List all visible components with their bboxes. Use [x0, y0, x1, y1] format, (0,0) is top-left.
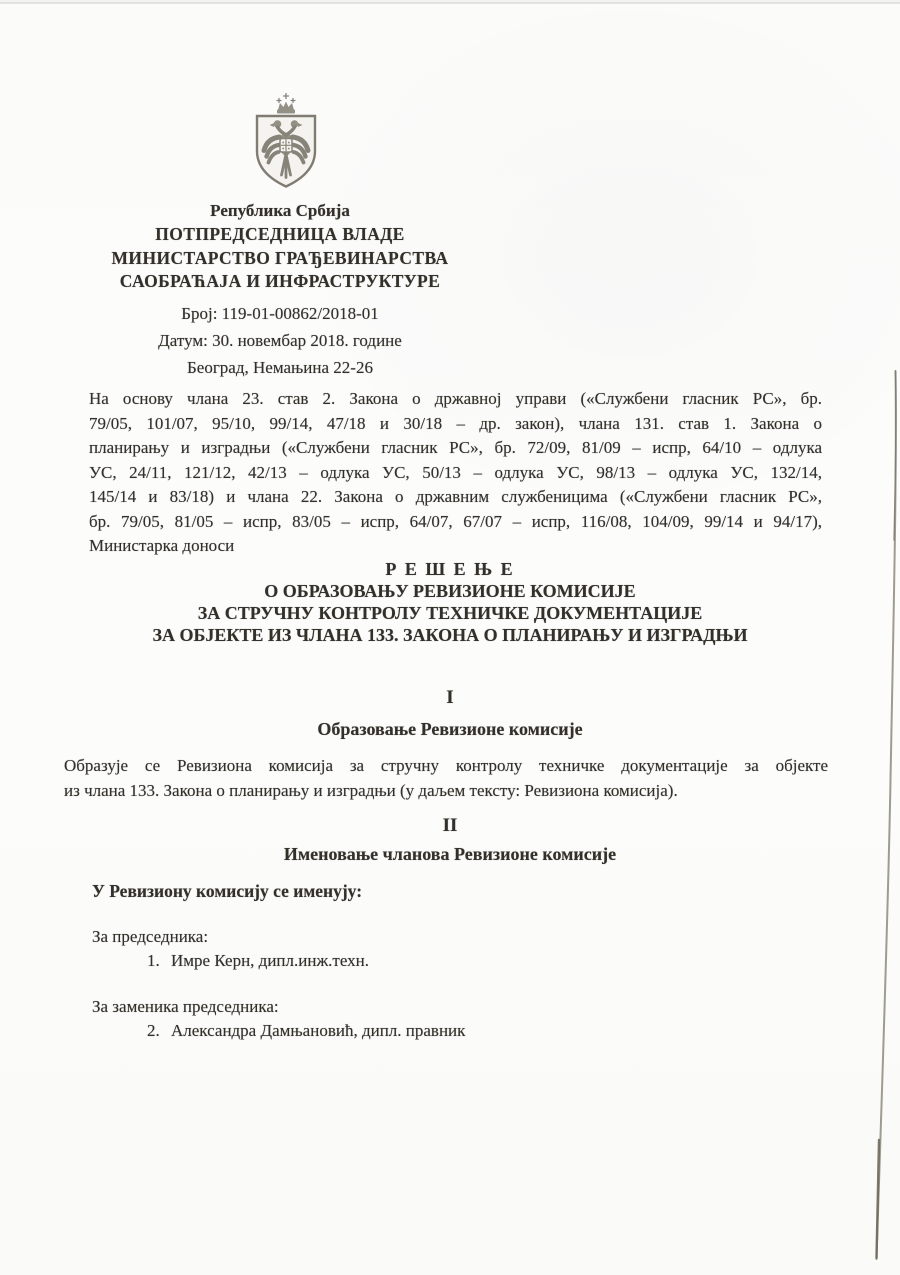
- document-date: Датум: 30. новембар 2018. године: [158, 330, 402, 350]
- section-one-line: Образује се Ревизиона комисија за стручну контролу техничке документације за објекте: [64, 756, 828, 775]
- decision-title-word: Р Е Ш Е Њ Е: [385, 559, 515, 579]
- decision-title-line: О ОБРАЗОВАЊУ РЕВИЗИОНЕ КОМИСИЈЕ: [264, 581, 636, 601]
- section-one-line: из члана 133. Закона о планирању и изградњи (у даљем тексту: Ревизиона комисија).: [64, 780, 678, 800]
- country-name: Република Србија: [210, 201, 350, 220]
- appointment-name: Имре Керн, дипл.инж.техн.: [171, 951, 370, 970]
- section-two-numeral: II: [442, 815, 458, 836]
- appointment-name: Александра Дамњановић, дипл. правник: [171, 1021, 466, 1040]
- ministry-name-line2: САОБРАЋАЈА И ИНФРАСТРУКТУРЕ: [119, 271, 441, 291]
- legal-preamble: [89, 387, 822, 559]
- office-name: ПОТПРЕДСЕДНИЦА ВЛАДЕ: [155, 224, 405, 244]
- preamble-line: 79/05, 101/07, 95/10, 99/14, 47/18 и 30/18 – др. закон), члана 131. став 1. Закона о: [89, 413, 822, 433]
- appointment-item: [147, 1021, 465, 1041]
- preamble-line: На основу члана 23. став 2. Закона о државној управи («Службени гласник РС», бр.: [89, 389, 822, 408]
- ministry-name-line1: МИНИСТАРСТВО ГРАЂЕВИНАРСТВА: [111, 247, 449, 268]
- appointment-number: 2.: [147, 1021, 160, 1040]
- document-number: Број: 119-01-00862/2018-01: [181, 303, 379, 323]
- decision-title-line: ЗА ОБЈЕКТЕ ИЗ ЧЛАНА 133. ЗАКОНА О ПЛАНИРАЊУ И ИЗГРАДЊИ: [152, 625, 748, 645]
- appointments-intro: У Ревизиону комисију се именују:: [92, 881, 363, 901]
- decision-title: [0, 558, 900, 646]
- section-one-heading: Образовање Ревизионе комисије: [317, 719, 583, 739]
- appointment-role: За заменика председника:: [92, 997, 279, 1016]
- preamble-line: 145/14 и 83/18) и члана 22. Закона о државним службеницима («Службени гласник РС»,: [89, 487, 822, 506]
- section-one-numeral: I: [446, 687, 454, 708]
- preamble-closing-line: Министарка доноси: [89, 536, 235, 555]
- preamble-line: бр. 79/05, 81/05 – испр, 83/05 – испр, 64/07, 67/07 – испр, 116/08, 104/09, 99/14 и 94/17),: [89, 511, 822, 531]
- appointment-number: 1.: [147, 951, 160, 970]
- serbia-coat-of-arms-icon: [247, 93, 325, 191]
- document-address: Београд, Немањина 22-26: [187, 357, 373, 377]
- decision-title-line: ЗА СТРУЧНУ КОНТРОЛУ ТЕХНИЧКЕ ДОКУМЕНТАЦИЈЕ: [197, 603, 703, 623]
- letterhead: [55, 93, 505, 381]
- appointment-item: [147, 951, 369, 971]
- preamble-line: УС, 24/11, 121/12, 42/13 – одлука УС, 50/13 – одлука УС, 98/13 – одлука УС, 132/14,: [89, 462, 822, 482]
- appointment-role: За председника:: [92, 927, 209, 946]
- preamble-line: планирању и изградњи («Службени гласник РС», бр. 72/09, 81/09 – испр, 64/10 – одлука: [89, 438, 822, 457]
- section-one-body: [64, 754, 828, 803]
- section-two-heading: Именовање чланова Ревизионе комисије: [283, 844, 617, 864]
